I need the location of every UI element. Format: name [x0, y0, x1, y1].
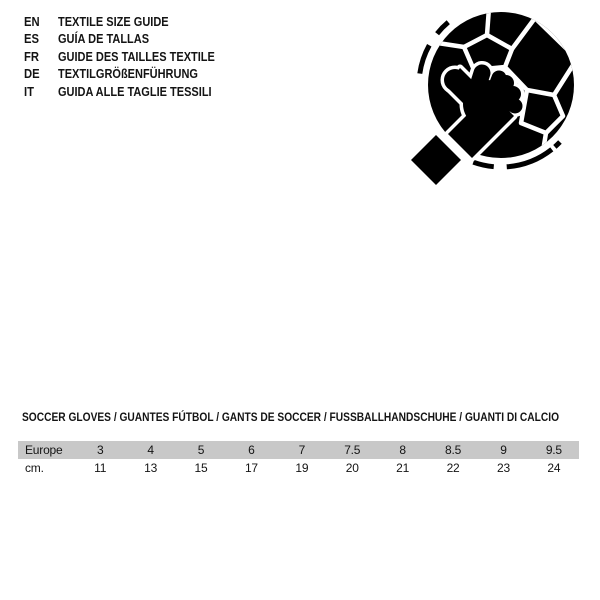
size-cell: 13 [144, 461, 158, 475]
size-cell: 3 [96, 443, 104, 457]
size-guide-section [18, 410, 579, 477]
lang-code: DE [24, 67, 40, 82]
size-row-cm [18, 459, 579, 477]
size-cell: 15 [194, 461, 208, 475]
size-cell: 9.5 [545, 443, 562, 457]
lang-label: TEXTILE SIZE GUIDE [58, 14, 169, 29]
size-cell: 4 [147, 443, 154, 457]
lang-code: ES [24, 32, 40, 47]
size-table [18, 441, 579, 477]
size-cell: 8 [399, 443, 406, 457]
language-legend [24, 13, 236, 101]
size-cell: 22 [446, 461, 460, 475]
lang-label: GUIDE DES TAILLES TEXTILE [58, 49, 215, 64]
size-cell: 5 [197, 443, 205, 457]
size-cell: 24 [547, 461, 561, 475]
size-row-europe [18, 441, 579, 459]
size-cell: 11 [94, 461, 107, 475]
size-cell: 23 [496, 461, 510, 475]
size-cell: 20 [345, 461, 359, 475]
lang-code: IT [24, 84, 34, 99]
legend-row-en [24, 13, 236, 31]
legend-row-fr [24, 48, 236, 66]
lang-label: GUÍA DE TALLAS [58, 32, 150, 47]
size-cell: 21 [396, 461, 410, 475]
legend-row-de [24, 66, 236, 84]
lang-label: TEXTILGRÖßENFÜHRUNG [58, 67, 198, 82]
legend-row-es [24, 31, 236, 49]
size-cell: 17 [244, 461, 258, 475]
size-cell: 9 [500, 443, 507, 457]
row-label: cm. [25, 461, 44, 475]
lang-code: FR [24, 49, 40, 64]
lang-code: EN [24, 14, 40, 29]
size-cell: 19 [295, 461, 309, 475]
size-cell: 6 [248, 443, 255, 457]
glove-ball-svg [402, 2, 588, 188]
legend-row-it [24, 83, 236, 101]
row-label: Europe [25, 443, 63, 457]
size-guide-title: SOCCER GLOVES / GUANTES FÚTBOL / GANTS DE SOCCER / FUSSBALLHANDSCHUHE / GUANTI DI CALCIO [22, 410, 560, 424]
size-cell: 7.5 [344, 443, 361, 457]
size-cell: 7 [298, 443, 306, 457]
size-cell: 8.5 [445, 443, 462, 457]
lang-label: GUIDA ALLE TAGLIE TESSILI [58, 84, 212, 99]
goalkeeper-glove-ball-icon [402, 2, 588, 188]
